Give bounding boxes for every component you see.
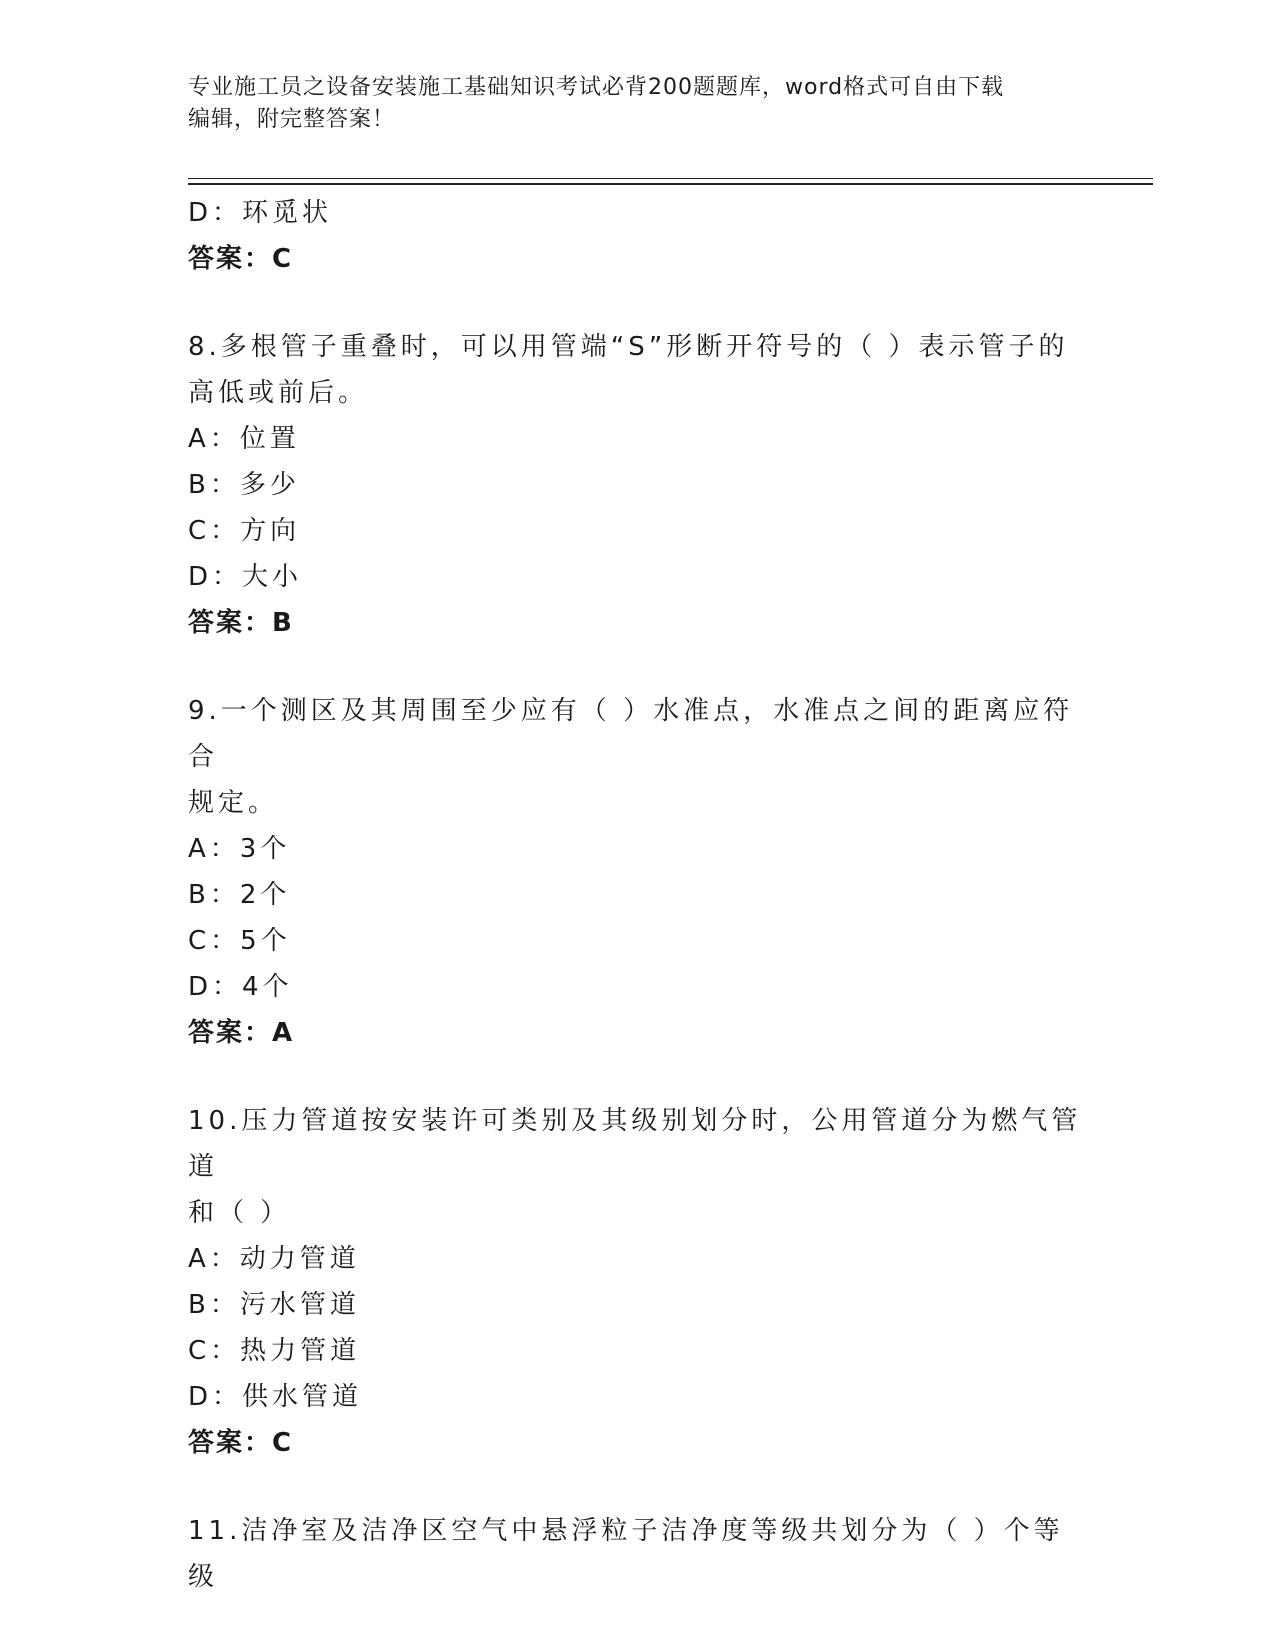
option-a: A：动力管道 — [188, 1244, 360, 1274]
question-stem-line-1: 9.一个测区及其周围至少应有（ ）水准点，水准点之间的距离应符合 — [188, 696, 1074, 772]
answer-line — [188, 1420, 1088, 1466]
answer-line — [188, 600, 1088, 646]
answer-label: 答案： — [188, 1018, 273, 1048]
answer-label: 答案： — [188, 608, 273, 638]
option-d: D：大小 — [188, 562, 303, 592]
question-stem-line-2: 规定。 — [188, 788, 279, 818]
answer-line — [188, 1010, 1088, 1056]
question-stem-line-1: 10.压力管道按安装许可类别及其级别划分时，公用管道分为燃气管道 — [188, 1106, 1082, 1182]
option-b: B：2个 — [188, 880, 291, 910]
question-stem-line-1: 11.洁净室及洁净区空气中悬浮粒子洁净度等级共划分为（ ）个等级 — [188, 1516, 1064, 1592]
answer-label: 答案： — [188, 244, 273, 274]
answer-line — [188, 236, 1088, 282]
option-d: D：环觅状 — [188, 198, 333, 228]
answer-value: C — [272, 244, 294, 274]
answer-value: A — [272, 1018, 295, 1048]
header-line-2: 编辑，附完整答案！ — [188, 107, 396, 132]
option-c: C：5个 — [188, 926, 291, 956]
question-item-8 — [188, 324, 1088, 646]
answer-label: 答案： — [188, 1428, 273, 1458]
question-stem-line-2: 和（ ） — [188, 1198, 291, 1228]
question-stem-line-2: 高低或前后。 — [188, 378, 369, 408]
header-line-1: 专业施工员之设备安装施工基础知识考试必背200题题库，word格式可自由下载 — [188, 75, 1005, 100]
option-a: A：3个 — [188, 834, 291, 864]
option-d: D：4个 — [188, 972, 293, 1002]
option-c: C：方向 — [188, 516, 301, 546]
option-c: C：热力管道 — [188, 1336, 361, 1366]
option-a: A：位置 — [188, 424, 300, 454]
header-divider-thin — [188, 178, 1153, 179]
answer-value: C — [272, 1428, 294, 1458]
document-header — [188, 72, 1088, 136]
question-item-11 — [188, 1508, 1088, 1600]
option-b: B：多少 — [188, 470, 300, 500]
question-item-10 — [188, 1098, 1088, 1466]
question-item-9 — [188, 688, 1088, 1056]
question-list — [188, 190, 1088, 1600]
option-d: D：供水管道 — [188, 1382, 363, 1412]
header-divider-thick — [188, 183, 1153, 185]
answer-value: B — [272, 608, 294, 638]
question-stem-line-1: 8.多根管子重叠时，可以用管端“S”形断开符号的（ ）表示管子的 — [188, 332, 1069, 362]
option-b: B：污水管道 — [188, 1290, 360, 1320]
